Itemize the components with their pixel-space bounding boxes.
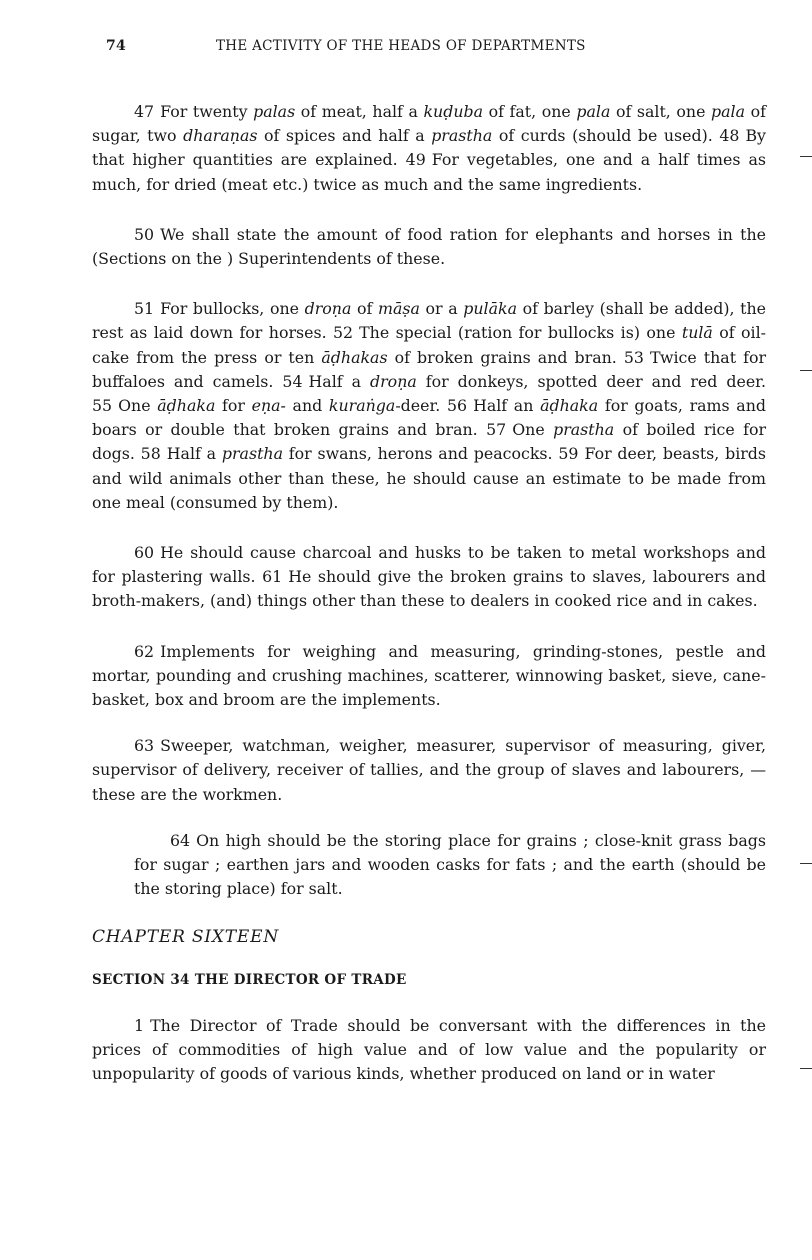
text-run: For vegetables, one and a half times as much, for dried (meat etc.) twice as much and the same ingredients. [92,150,766,194]
sanskrit-term: pulāka [463,299,517,319]
section-heading: SECTION 34 THE DIRECTOR OF TRADE [92,971,407,988]
sanskrit-term: āḍhakas [321,347,388,367]
sanskrit-term: prastha [553,420,615,440]
verse-number: 53 [623,347,644,367]
text-run: of curds (should be used). [492,126,713,146]
sanskrit-term: māṣa [377,299,420,319]
sanskrit-term: palas [253,102,296,121]
text-run: For bullocks, one [160,299,305,319]
sanskrit-term: prastha [431,126,493,146]
margin-mark [800,370,812,371]
paragraph-51 [92,297,766,515]
text-run: of sugar, two [92,102,766,146]
text-run: Twice that for buffaloes and camels. [92,347,767,391]
verse-number: 51 [134,299,155,319]
verse-number: 56 [446,396,468,416]
text-run: of [351,299,378,319]
sanskrit-term: kuḍuba [423,102,484,121]
text-run: Half a [308,371,371,391]
verse-number: 61 [262,567,283,587]
verse-number: 48 [719,126,740,146]
text-run: of barley (shall be added), the rest as laid down for horses. [92,299,767,343]
text-run: For twenty [160,102,254,121]
text-run: for swans, herons and peacocks. [283,444,553,464]
text-run: The special (ration for bullocks is) one [359,323,682,343]
verse-number: 52 [333,323,354,343]
verse-number: 49 [405,150,426,170]
verse-number: 64 [170,830,191,850]
margin-mark [800,863,812,864]
margin-mark [800,156,812,157]
text-run: for donkeys, spotted deer and red deer. [416,371,767,391]
verse-number: 62 [134,641,155,661]
body-text [92,100,766,1087]
verse-number: 54 [282,371,303,391]
paragraph-50 [92,223,766,271]
margin-mark [800,1068,812,1069]
running-head [92,38,772,58]
text-run: He should cause charcoal and husks to be taken to metal workshops and for plastering walls. [92,543,766,587]
text-run: and [285,396,329,416]
verse-number: 58 [140,444,161,464]
paragraph-63 [92,734,766,807]
text-run: of oil-cake from the press or ten [92,323,766,367]
text-run: One [512,420,554,440]
sanskrit-term: pala [711,102,746,121]
sanskrit-term: kuraṅga [328,396,396,416]
verse-number: 47 [134,102,155,121]
text-run: of salt, one [610,102,712,121]
verse-number: 63 [134,736,155,756]
paragraph-47 [92,100,766,197]
verse-number: 60 [134,543,155,563]
text-run: Sweeper, watchman, weigher, measurer, supervisor of measuring, giver, supervisor of delivery, receiver of tallies, and the group of slaves and labourers, — these are the workmen. [92,736,766,804]
text-run: for goats, rams and boars or double that broken grains and bran. [92,396,766,440]
text-run: For deer, beasts, birds and wild animals other than these, he should cause an estimate to be made from one meal (consumed by them). [92,444,767,512]
text-run: On high should be the storing place for grains ; close-knit grass bags for sugar ; earthen jars and wooden casks for fats ; and the earth (should be the storing place) for salt. [134,830,766,899]
text-run: We shall state the amount of food ration for elephants and horses in the (Sections on the ) Superintendents of these. [92,224,766,269]
paragraph-1 [92,1014,766,1087]
running-title: THE ACTIVITY OF THE HEADS OF DEPARTMENTS [216,38,586,54]
sanskrit-term: droṇa [370,371,417,391]
text-run: of fat, one [483,102,577,121]
chapter-heading: CHAPTER SIXTEEN [92,927,279,948]
paragraph-60 [92,541,766,614]
text-run: Half a [166,444,222,464]
text-run: of meat, half a [295,102,424,121]
text-run: or a [419,299,464,319]
verse-number: 59 [558,444,579,464]
sanskrit-term: pala [576,102,611,121]
paragraph-64 [134,829,766,902]
text-run: of spices and half a [257,126,432,146]
text-run: He should give the broken grains to slaves, labourers and broth-makers, (and) things other than these to dealers in cooked rice and in cakes. [92,567,766,611]
sanskrit-term: dharaṇas [183,126,258,146]
verse-number: 1 [134,1015,145,1035]
verse-number: 50 [134,224,155,244]
sanskrit-term: āḍhaka [540,396,599,416]
text-run: of boiled rice for dogs. [92,420,767,464]
sanskrit-term: eṇa- [251,396,286,416]
verse-number: 55 [92,396,113,416]
text-run: Half an [473,396,541,416]
text-run: -deer. [395,396,441,416]
text-run: One [118,396,158,416]
text-run: By that higher quantities are explained. [92,126,766,170]
text-run: Implements for weighing and measuring, grinding-stones, pestle and mortar, pounding and crushing machines, scatterer, winnowing basket, sieve, cane-basket, box and broom are the implements. [92,641,766,710]
sanskrit-term: droṇa [304,299,352,319]
sanskrit-term: prastha [221,444,284,464]
text-run: for [215,396,252,416]
text-run: The Director of Trade should be conversant with the differences in the prices of commodities of high value and of low value and the popularity or unpopularity of goods of various kinds, whether produced on land or in water [92,1015,766,1084]
sanskrit-term: tulā [681,323,713,343]
paragraph-62 [92,640,766,713]
text-run: of broken grains and bran. [387,347,617,367]
verse-number: 57 [486,420,507,440]
page-number: 74 [106,38,127,54]
sanskrit-term: āḍhaka [157,396,216,416]
